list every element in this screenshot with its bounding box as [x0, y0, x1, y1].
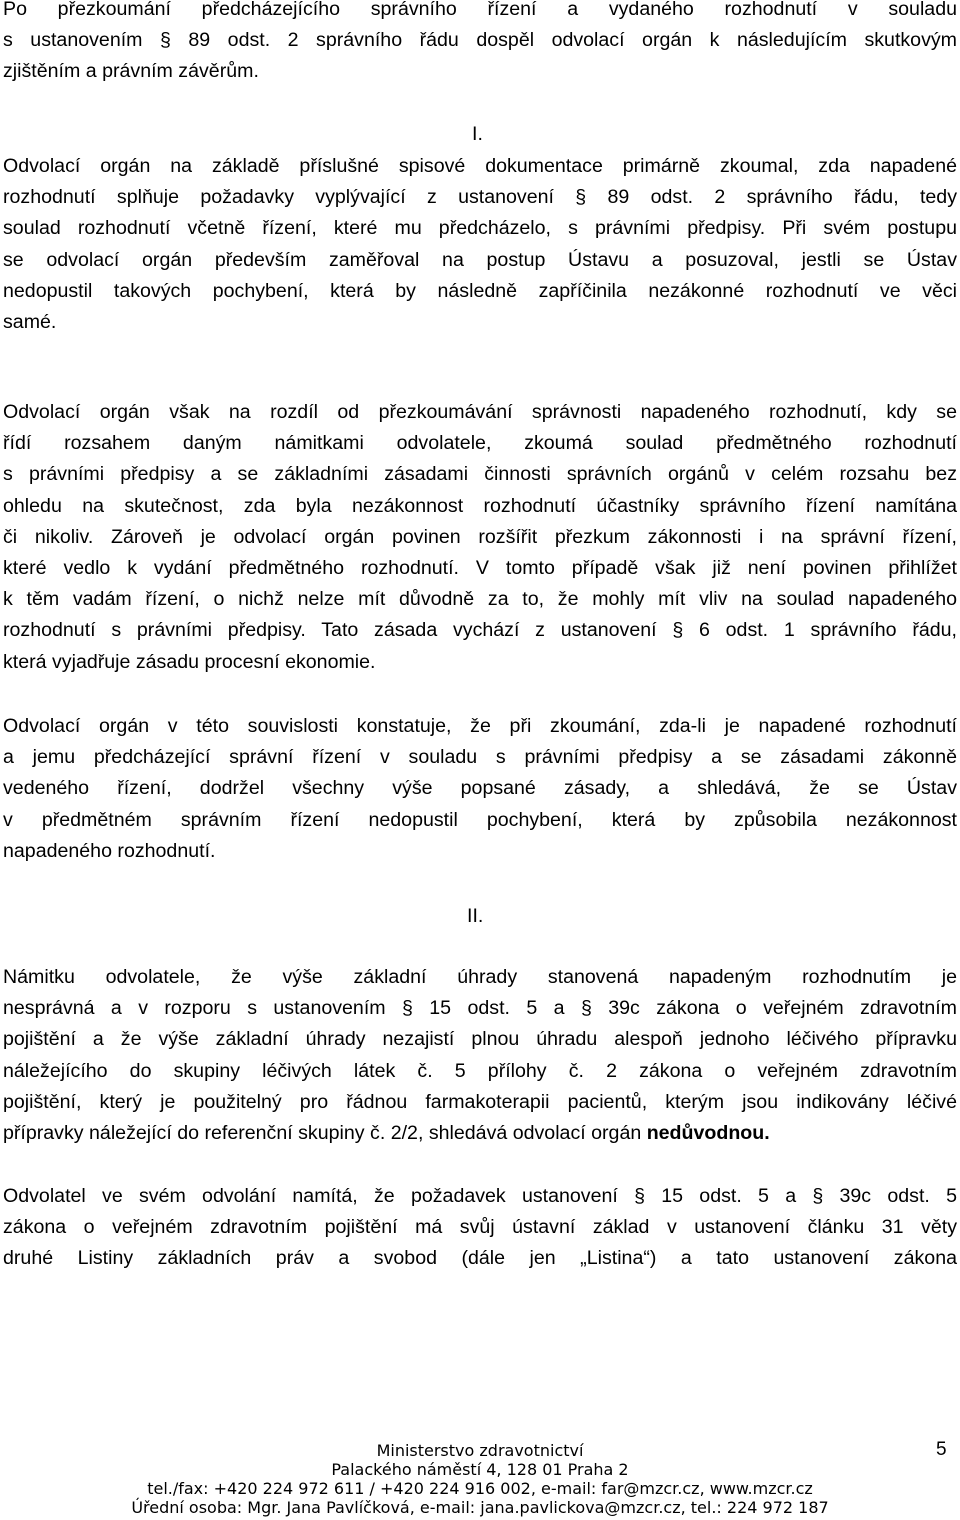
paragraph-3	[3, 711, 957, 867]
text-line: se odvolací orgán především zaměřoval na postup Ústavu a posuzoval, jestli se Ústav	[3, 248, 957, 271]
text-line: Po přezkoumání předcházejícího správního řízení a vydaného rozhodnutí v souladu	[3, 0, 957, 20]
text-line: Námitku odvolatele, že výše základní úhrady stanovená napadeným rozhodnutím je	[3, 966, 957, 988]
text-line: zjištěním a právním závěrům.	[3, 60, 259, 83]
text-line: ohledu na skutečnost, zda byla nezákonnost rozhodnutí účastníky správního řízení namítána	[3, 494, 957, 517]
emphasis-verdict: nedůvodnou.	[646, 1122, 770, 1145]
text-line: řídí rozsahem daným námitkami odvolatele, zkoumá soulad předmětného rozhodnutí	[3, 432, 957, 455]
page-number: 5	[936, 1439, 947, 1460]
footer-official: Úřední osoba: Mgr. Jana Pavlíčková, e-mail: jana.pavlickova@mzcr.cz, tel.: 224 972 187	[131, 1498, 829, 1517]
footer-org-name: Ministerstvo zdravotnictví	[376, 1441, 584, 1460]
section-heading-i: I.	[472, 123, 483, 145]
text-line: napadeného rozhodnutí.	[3, 839, 216, 862]
paragraph-1	[3, 151, 957, 338]
text-line: či nikoliv. Zároveň je odvolací orgán povinen rozšířit přezkum zákonnosti i na správní řízení,	[3, 525, 957, 548]
text-line: nedopustil takových pochybení, která by následně zapříčinila nezákonné rozhodnutí ve věci	[3, 279, 957, 302]
text-line: náležejícího do skupiny léčivých látek č. 5 přílohy č. 2 zákona o veřejném zdravotním	[3, 1059, 957, 1082]
paragraph-5	[3, 1181, 957, 1275]
text-line: rozhodnutí s právními předpisy. Tato zásada vychází z ustanovení § 6 odst. 1 správního řádu,	[3, 619, 957, 642]
text-line: Odvolací orgán na základě příslušné spisové dokumentace primárně zkoumal, zda napadené	[3, 155, 957, 177]
text-line: s právními předpisy a se základními zásadami činnosti správních orgánů v celém rozsahu bez	[3, 463, 957, 486]
text-line: Odvolací orgán však na rozdíl od přezkoumávání správnosti napadeného rozhodnutí, kdy se	[3, 401, 957, 423]
text-line: Odvolací orgán v této souvislosti konstatuje, že při zkoumání, zda-li je napadené rozhodnutí	[3, 715, 957, 737]
text-line: k těm vadám řízení, o nichž nelze mít důvodně za to, že mohly mít vliv na soulad napadeného	[3, 588, 957, 611]
paragraph-4	[3, 962, 957, 1149]
text-line: v předmětném správním řízení nedopustil pochybení, která by způsobila nezákonnost	[3, 808, 957, 831]
text-line: druhé Listiny základních práv a svobod (dále jen „Listina“) a tato ustanovení zákona	[3, 1247, 957, 1270]
text-line: a jemu předcházející správní řízení v souladu s právními předpisy a se zásadami zákonně	[3, 746, 957, 769]
paragraph-2	[3, 397, 957, 678]
text-line	[3, 1118, 957, 1149]
text-line: Odvolatel ve svém odvolání namítá, že požadavek ustanovení § 15 odst. 5 a § 39c odst. 5	[3, 1185, 957, 1207]
text-line: soulad rozhodnutí včetně řízení, které mu předcházelo, s právními předpisy. Při svém postupu	[3, 217, 957, 240]
footer-contact: tel./fax: +420 224 972 611 / +420 224 916 002, e-mail: far@mzcr.cz, www.mzcr.cz	[147, 1479, 813, 1498]
footer-address: Palackého náměstí 4, 128 01 Praha 2	[331, 1460, 629, 1479]
text-line: samé.	[3, 311, 57, 334]
section-heading-ii: II.	[467, 905, 484, 927]
text-line: nesprávná a v rozporu s ustanovením § 15 odst. 5 a § 39c zákona o veřejném zdravotním	[3, 997, 957, 1020]
text-line: které vedlo k vydání předmětného rozhodnutí. V tomto případě však již není povinen přihlížet	[3, 557, 957, 580]
text-run: přípravky náležející do referenční skupiny č. 2/2, shledává odvolací orgán	[3, 1122, 647, 1145]
text-line: pojištění a že výše základní úhrady nezajistí plnou úhradu alespoň jednoho léčivého přípravku	[3, 1028, 957, 1051]
text-line: zákona o veřejném zdravotním pojištění má svůj ústavní základ v ustanovení článku 31 věty	[3, 1216, 957, 1239]
text-line: rozhodnutí splňuje požadavky vyplývající z ustanovení § 89 odst. 2 správního řádu, tedy	[3, 186, 957, 209]
text-line: s ustanovením § 89 odst. 2 správního řádu dospěl odvolací orgán k následujícím skutkovým	[3, 29, 957, 52]
text-line: pojištění, který je použitelný pro řádnou farmakoterapii pacientů, kterým jsou indikovány léčivé	[3, 1090, 957, 1113]
paragraph-intro	[3, 0, 957, 88]
text-line: která vyjadřuje zásadu procesní ekonomie.	[3, 650, 376, 673]
text-line: vedeného řízení, dodržel všechny výše popsané zásady, a shledává, že se Ústav	[3, 777, 957, 800]
